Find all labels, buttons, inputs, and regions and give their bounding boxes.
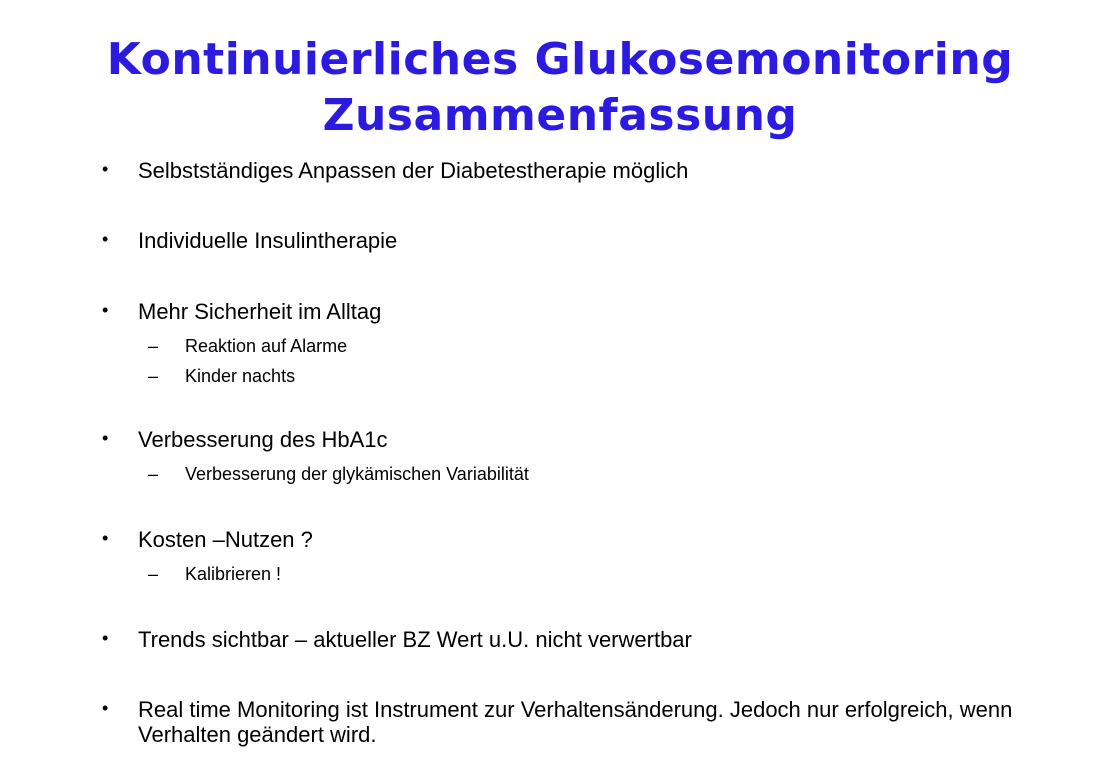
bullet-dot-icon: • [102, 628, 109, 648]
bullet-item [102, 427, 1018, 452]
sub-bullet-text: Kinder nachts [185, 366, 296, 386]
bullet-dot-icon: • [102, 300, 109, 320]
bullet-dot-icon: • [102, 528, 109, 548]
bullet-item [102, 158, 1018, 183]
sub-bullet-text: Reaktion auf Alarme [185, 336, 348, 356]
bullet-dot-icon: • [102, 428, 109, 448]
bullet-item [102, 697, 1018, 747]
bullet-text: Selbstständiges Anpassen der Diabetestherapie möglich [138, 158, 689, 183]
sub-bullet-text: Kalibrieren ! [185, 564, 282, 584]
sub-bullet-text: Verbesserung der glykämischen Variabilität [185, 464, 529, 484]
title-line-2: Zusammenfassung [322, 90, 798, 141]
sub-bullet-dash-icon: – [148, 336, 159, 356]
title-line-1: Kontinuierliches Glukosemonitoring [106, 34, 1014, 85]
bullet-text: Mehr Sicherheit im Alltag [138, 299, 382, 324]
bullet-text: Verbesserung des HbA1c [138, 427, 388, 452]
bullet-item [102, 228, 1018, 253]
bullet-item [102, 299, 1018, 324]
bullet-item [102, 527, 1018, 552]
bullet-dot-icon: • [102, 229, 109, 249]
sub-bullet-dash-icon: – [148, 366, 159, 386]
bullet-dot-icon: • [102, 159, 109, 179]
bullet-text: Real time Monitoring ist Instrument zur Verhaltensänderung. Jedoch nur erfolgreich, wenn Verhalten geändert wird. [138, 697, 1013, 747]
sub-bullet-dash-icon: – [148, 464, 159, 484]
bullet-text: Individuelle Insulintherapie [138, 228, 398, 253]
bullet-dot-icon: • [102, 698, 109, 718]
bullet-text: Kosten –Nutzen ? [138, 527, 313, 552]
bullet-text: Trends sichtbar – aktueller BZ Wert u.U. nicht verwertbar [138, 627, 692, 652]
sub-bullet-dash-icon: – [148, 564, 159, 584]
bullet-item [102, 627, 1018, 652]
